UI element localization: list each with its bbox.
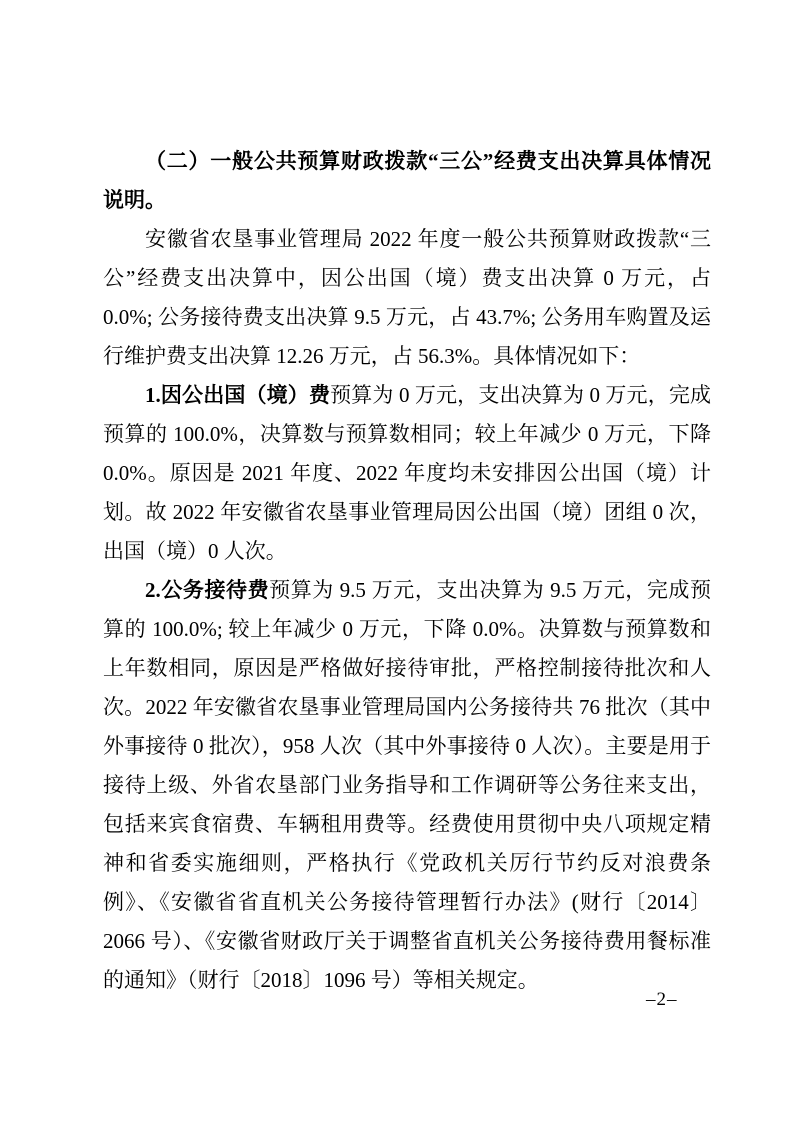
document-content (103, 142, 711, 1000)
item-1-bold-label: 1.因公出国（境）费 (145, 383, 331, 407)
paragraph-intro (103, 220, 711, 376)
page-number: –2– (646, 989, 678, 1010)
paragraph-intro-text: 安徽省农垦事业管理局 2022 年度一般公共预算财政拨款“三公”经费支出决算中，因公出国（境）费支出决算 0 万元，占 0.0%; 公务接待费支出决算 9.5 万元，占 43.7%; 公务用车购置及运行维护费支出决算 12.26 万元，占 56.3%。具体情况如下： (103, 227, 711, 368)
item-2-body-text: 预算为 9.5 万元，支出决算为 9.5 万元，完成预算的 100.0%; 较上年减少 0 万元，下降 0.0%。决算数与预算数和上年数相同，原因是严格做好接待审批，严格控制接待批次和人次。2022 年安徽省农垦事业管理局国内公务接待共 76 批次（其中外事接待 0 批次），958 人次（其中外事接待 0 人次）。主要是用于接待上级、外省农垦部门业务指导和工作调研等公务往来支出，包括来宾食宿费、车辆租用费等。经费使用贯彻中央八项规定精神和省委实施细则，严格执行《党政机关厉行节约反对浪费条例》、《安徽省省直机关公务接待管理暂行办法》(财行〔2014〕2066 号）、《安徽省财政厅关于调整省直机关公务接待费用餐标准的通知》（财行〔2018〕1096 号）等相关规定。 (103, 578, 712, 992)
item-2-bold-label: 2.公务接待费 (145, 578, 270, 602)
item-1-body-text: 预算为 0 万元，支出决算为 0 万元，完成预算的 100.0%，决算数与预算数相同；较上年减少 0 万元，下降 0.0%。原因是 2021 年度、2022 年度均未安排因公出国（境）计划。故 2022 年安徽省农垦事业管理局因公出国（境）团组 0 次，出国（境）0 人次。 (103, 383, 712, 563)
section-heading: （二）一般公共预算财政拨款“三公”经费支出决算具体情况说明。 (103, 149, 711, 212)
paragraph-item-2-official-reception (103, 571, 711, 1000)
paragraph-item-1-overseas-trips (103, 376, 711, 571)
